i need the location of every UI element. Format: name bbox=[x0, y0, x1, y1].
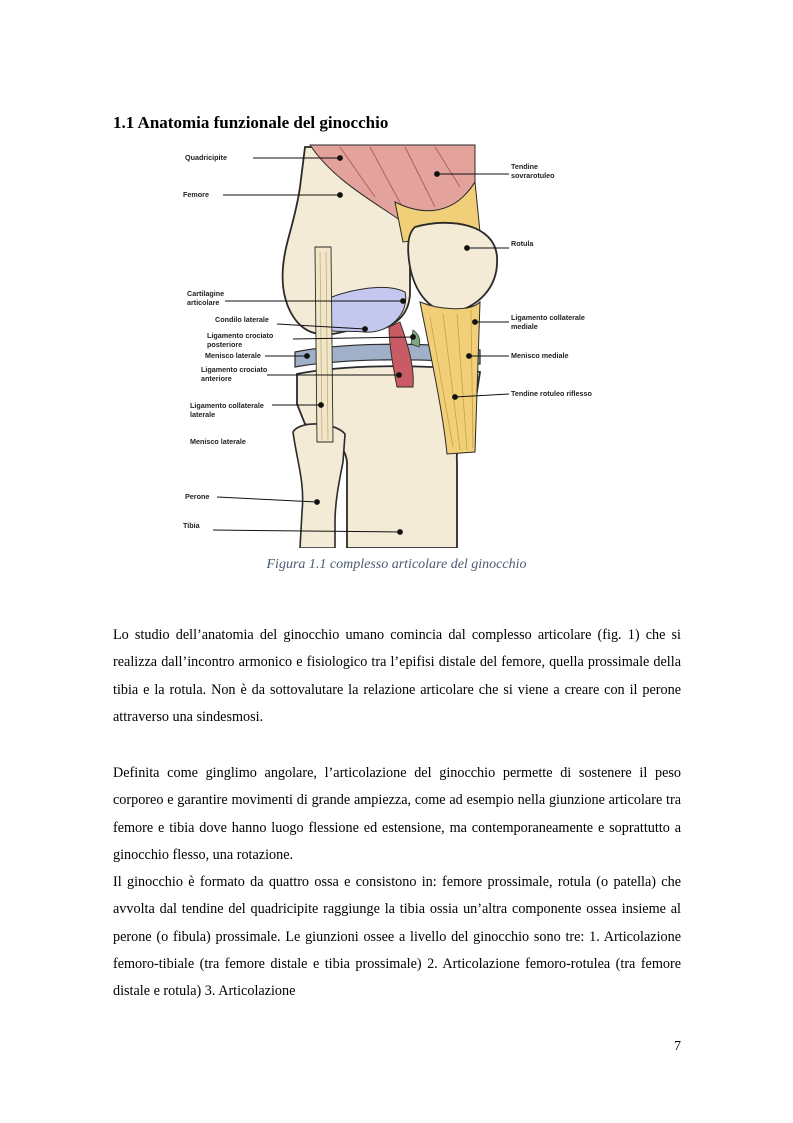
label-femore: Femore bbox=[183, 190, 209, 199]
label-crociato-anteriore-2: anteriore bbox=[201, 374, 232, 383]
page-number: 7 bbox=[674, 1039, 681, 1054]
label-collaterale-laterale-1: Ligamento collaterale bbox=[190, 401, 264, 410]
fibula-bone bbox=[293, 424, 345, 548]
label-menisco-laterale-2: Menisco laterale bbox=[190, 437, 246, 446]
label-collaterale-mediale-2: mediale bbox=[511, 322, 538, 331]
patella-bone bbox=[408, 223, 497, 312]
paragraph-1: Lo studio dell’anatomia del ginocchio umano comincia dal complesso articolare (fig. 1) che si realizza dall’incontro armonico e fisiologico tra l’epifisi distale del femore, quella prossimale della tibia e la rotula. Non è da sottovalutare la relazione articolare che si viene a creare con il perone attraverso una sindesmosi. bbox=[113, 627, 681, 725]
knee-anatomy-illustration bbox=[175, 142, 620, 548]
label-tendine-sovrarotuleo-1: Tendine bbox=[511, 162, 539, 171]
knee-anatomy-figure bbox=[175, 142, 620, 548]
label-menisco-laterale-1: Menisco laterale bbox=[205, 351, 261, 360]
label-perone: Perone bbox=[185, 492, 210, 501]
label-tendine-rotuleo: Tendine rotuleo riflesso bbox=[511, 389, 592, 398]
label-crociato-posteriore-1: Ligamento crociato bbox=[207, 331, 274, 340]
figure-caption: Figura 1.1 complesso articolare del ginocchio bbox=[266, 557, 527, 572]
label-collaterale-mediale-1: Ligamento collaterale bbox=[511, 313, 585, 322]
label-tendine-sovrarotuleo-2: sovrarotuleo bbox=[511, 171, 555, 180]
label-crociato-posteriore-2: posteriore bbox=[207, 340, 243, 349]
label-collaterale-laterale-2: laterale bbox=[190, 410, 216, 419]
label-quadricipite: Quadricipite bbox=[185, 153, 227, 162]
label-menisco-mediale: Menisco mediale bbox=[511, 351, 569, 360]
section-heading: 1.1 Anatomia funzionale del ginocchio bbox=[113, 113, 389, 132]
label-rotula: Rotula bbox=[511, 239, 534, 248]
label-condilo-laterale: Condilo laterale bbox=[215, 315, 269, 324]
label-crociato-anteriore-1: Ligamento crociato bbox=[201, 365, 268, 374]
label-cartilagine-1: Cartilagine bbox=[187, 289, 225, 298]
paragraph-2: Definita come ginglimo angolare, l’articolazione del ginocchio permette di sostenere il peso corporeo e garantire movimenti di grande ampiezza, come ad esempio nella giunzione articolare tra femore e tibia dove hanno luogo flessione ed estensione, ma contemporaneamente e soprattutto a ginocchio flesso, una rotazione. bbox=[113, 765, 681, 863]
paragraph-3: Il ginocchio è formato da quattro ossa e consistono in: femore prossimale, rotula (o patella) che avvolta dal tendine del quadricipite raggiunge la tibia ossia un’altra componente ossea insieme al perone (o fibula) prossimale. Le giunzioni ossee a livello del ginocchio sono tre: 1. Articolazione femoro-tibiale (tra femore distale e tibia prossimale) 2. Articolazione femoro-rotulea (tra femore distale e rotula) 3. Articolazione bbox=[113, 874, 681, 1000]
label-tibia: Tibia bbox=[183, 521, 200, 530]
label-cartilagine-2: articolare bbox=[187, 298, 220, 307]
lateral-collateral-ligament bbox=[315, 247, 333, 442]
